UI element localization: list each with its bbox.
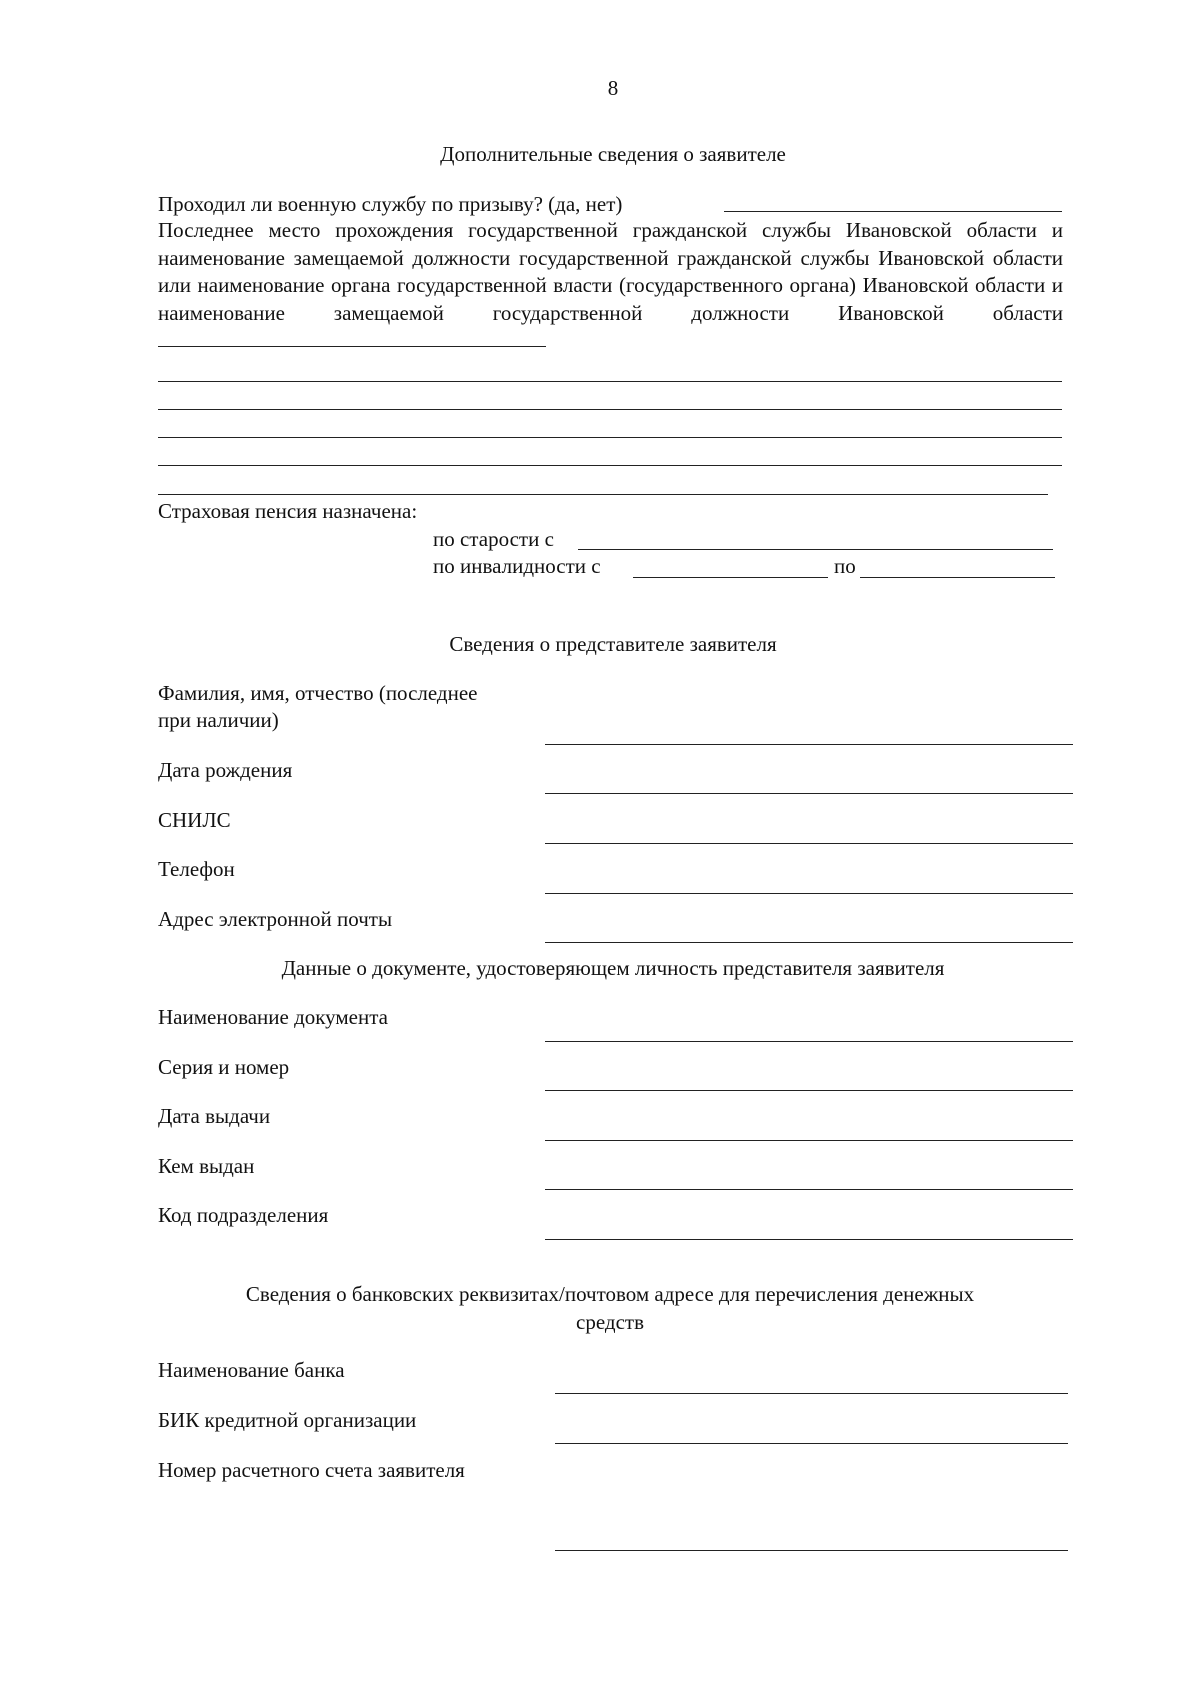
last-service-field-line-2[interactable] — [158, 409, 1062, 410]
doc-issue-date-field[interactable] — [545, 1140, 1073, 1141]
pension-disability-from-field[interactable] — [633, 577, 828, 578]
last-service-paragraph — [158, 217, 1063, 355]
doc-name-label: Наименование документа — [158, 1005, 388, 1029]
doc-issued-by-label: Кем выдан — [158, 1154, 255, 1178]
pension-old-age-field[interactable] — [578, 549, 1053, 550]
last-service-inline-field[interactable] — [158, 328, 546, 347]
military-question-label: Проходил ли военную службу по призыву? (да, нет) — [158, 192, 623, 216]
pension-label: Страховая пенсия назначена: — [158, 499, 418, 523]
page-number: 8 — [607, 76, 619, 100]
rep-email-label: Адрес электронной почты — [158, 907, 393, 931]
rep-snils-label: СНИЛС — [158, 808, 231, 832]
bank-bik-label: БИК кредитной организации — [158, 1408, 417, 1432]
doc-issue-date-label: Дата выдачи — [158, 1104, 271, 1128]
doc-name-field[interactable] — [545, 1041, 1073, 1042]
rep-fullname-label-line1: Фамилия, имя, отчество (последнее — [158, 681, 478, 705]
pension-disability-label: по инвалидности с — [433, 554, 601, 578]
last-service-text: Последнее место прохождения государственной гражданской службы Ивановской области и наименование замещаемой должности государственной гражданской службы Ивановской области или наименование органа государственной власти (государственного органа) Ивановской области и наименование замещаемой государственной должности Ивановской области — [158, 218, 1063, 325]
pension-disability-to-label: по — [834, 554, 856, 578]
rep-email-field[interactable] — [545, 942, 1073, 943]
last-service-field-line-4[interactable] — [158, 465, 1062, 466]
bank-account-field[interactable] — [555, 1550, 1068, 1551]
last-service-field-line-3[interactable] — [158, 437, 1062, 438]
rep-phone-label: Телефон — [158, 857, 235, 881]
last-service-field-line-5[interactable] — [158, 494, 1048, 495]
section-heading-bank-line1: Сведения о банковских реквизитах/почтовом адресе для перечисления денежных — [245, 1282, 975, 1306]
doc-series-number-label: Серия и номер — [158, 1055, 290, 1079]
doc-division-code-label: Код подразделения — [158, 1203, 329, 1227]
military-answer-field[interactable] — [724, 211, 1062, 212]
pension-disability-to-field[interactable] — [860, 577, 1055, 578]
bank-name-field[interactable] — [555, 1393, 1068, 1394]
bank-bik-field[interactable] — [555, 1443, 1068, 1444]
last-service-field-line-1[interactable] — [158, 381, 1062, 382]
doc-issued-by-field[interactable] — [545, 1189, 1073, 1190]
bank-name-label: Наименование банка — [158, 1358, 345, 1382]
rep-fullname-field[interactable] — [545, 744, 1073, 745]
pension-old-age-label: по старости с — [433, 527, 554, 551]
section-heading-identity-doc: Данные о документе, удостоверяющем личность представителя заявителя — [281, 956, 945, 980]
rep-fullname-label-line2: при наличии) — [158, 708, 279, 732]
doc-series-number-field[interactable] — [545, 1090, 1073, 1091]
doc-division-code-field[interactable] — [545, 1239, 1073, 1240]
section-heading-applicant-extra: Дополнительные сведения о заявителе — [440, 142, 786, 166]
rep-birthdate-label: Дата рождения — [158, 758, 293, 782]
rep-snils-field[interactable] — [545, 843, 1073, 844]
rep-phone-field[interactable] — [545, 893, 1073, 894]
section-heading-bank-line2: средств — [576, 1310, 644, 1334]
bank-account-label: Номер расчетного счета заявителя — [158, 1458, 465, 1482]
section-heading-representative: Сведения о представителе заявителя — [449, 632, 777, 656]
rep-birthdate-field[interactable] — [545, 793, 1073, 794]
